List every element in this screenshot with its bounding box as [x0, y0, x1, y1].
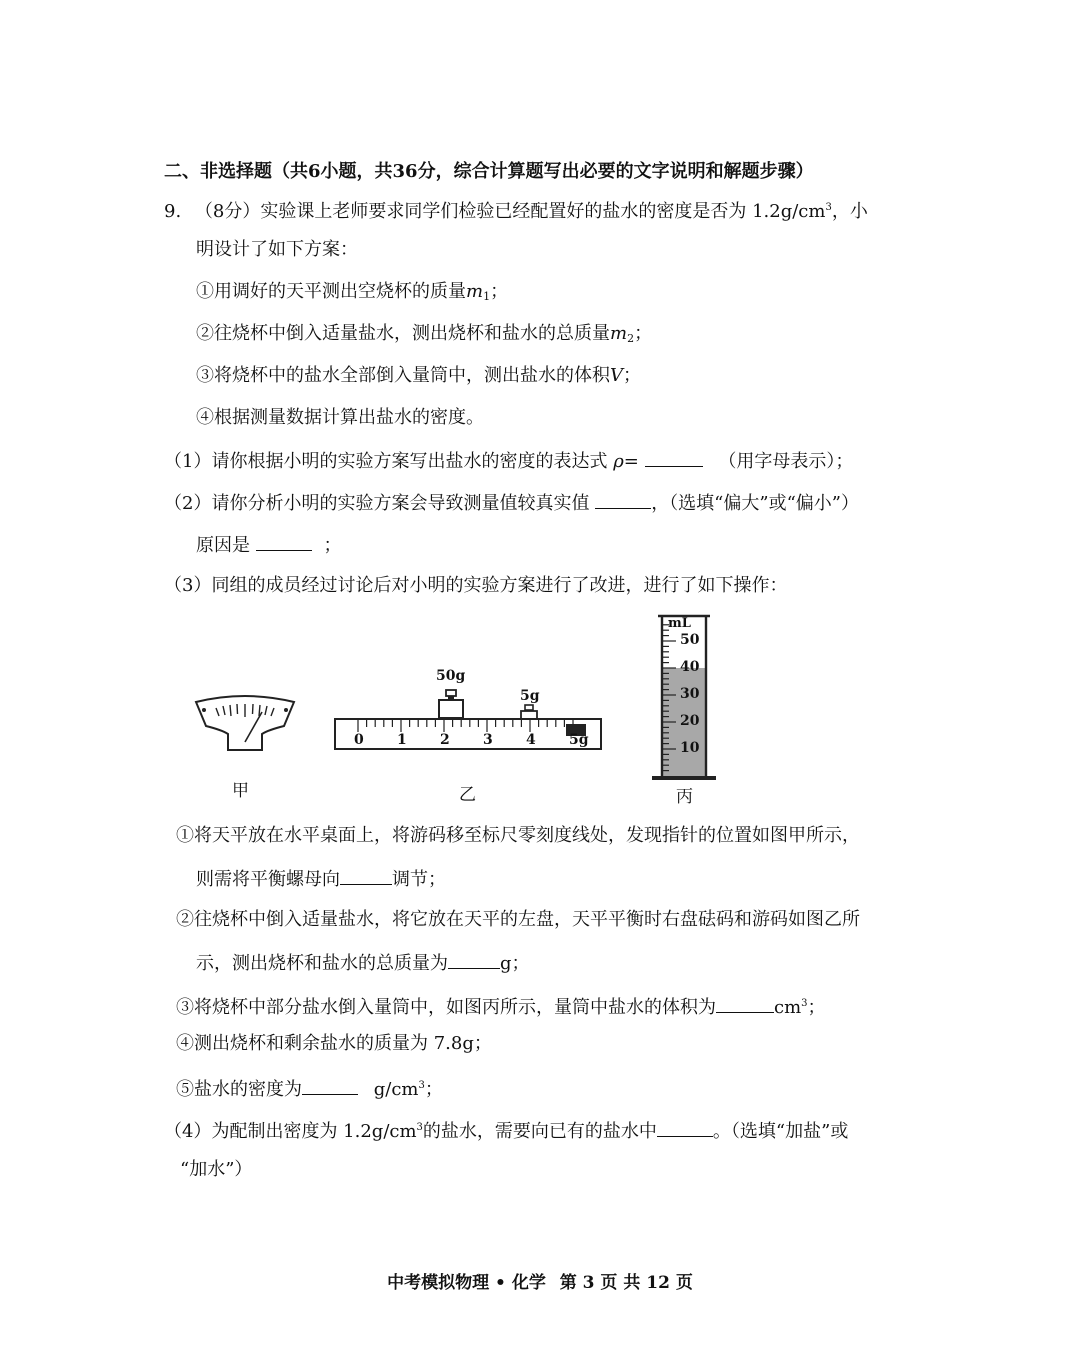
step-s1-text: 则需将平衡螺母向	[196, 869, 340, 890]
cylinder-unit-label: mL	[668, 616, 691, 631]
plan-step-4: ④根据测量数据计算出盐水的密度。	[196, 407, 484, 428]
scale-label: 3	[483, 732, 493, 748]
pointer-needle	[245, 712, 262, 742]
plan-step-3	[196, 364, 641, 388]
var-m2: m	[610, 323, 628, 344]
answer-blank-1[interactable]	[645, 448, 703, 467]
part-2-line2-end: ；	[323, 535, 342, 556]
plan-step-3-end: ；	[623, 365, 641, 386]
cylinder-label: 50	[680, 632, 700, 648]
equals-sign: =	[623, 451, 639, 472]
part-4-sup: 3	[416, 1122, 423, 1133]
answer-blank-7[interactable]	[302, 1076, 358, 1095]
q9-intro	[164, 196, 868, 224]
section-title: 二、非选择题（共6小题，共36分，综合计算题写出必要的文字说明和解题步骤）	[164, 161, 814, 182]
scale-label: 2	[440, 732, 450, 748]
step-s2-end: g；	[500, 953, 530, 974]
weight-5g-label: 5g	[520, 688, 540, 704]
part-3: （3）同组的成员经过讨论后对小明的实验方案进行了改进，进行了如下操作：	[164, 575, 788, 596]
plan-step-2	[196, 322, 652, 351]
var-m1-sub: 1	[483, 290, 491, 303]
step-s2-line2	[196, 950, 530, 976]
plan-step-3-text: ③将烧杯中的盐水全部倒入量筒中，测出盐水的体积	[196, 365, 610, 386]
var-v: V	[610, 365, 623, 386]
part-1-note: （用字母表示）；	[718, 451, 854, 472]
cylinder-label: 30	[680, 686, 700, 702]
answer-blank-6[interactable]	[716, 994, 774, 1013]
plan-step-1-end: ；	[490, 281, 509, 302]
var-m1: m	[466, 281, 484, 302]
step-s2: ②往烧杯中倒入适量盐水，将它放在天平的左盘，天平平衡时右盘砝码和游码如图乙所	[176, 909, 860, 930]
var-m2-sub: 2	[627, 332, 635, 345]
plan-step-1-text: ①用调好的天平测出空烧杯的质量	[196, 281, 466, 302]
q9-number: 9.	[164, 201, 182, 222]
weight-50g-label: 50g	[436, 668, 466, 684]
step-s5-text: ⑤盐水的密度为	[176, 1079, 302, 1100]
step-s3-text: ③将烧杯中部分盐水倒入量筒中，如图丙所示，量筒中盐水的体积为	[176, 997, 716, 1018]
scale-label: 5g	[569, 732, 589, 748]
footer-subject: 中考模拟物理 • 化学	[387, 1273, 546, 1293]
answer-blank-5[interactable]	[448, 950, 500, 969]
cylinder-label: 20	[680, 713, 700, 729]
part-2-text: （2）请你分析小明的实验方案会导致测量值较真实值	[164, 493, 590, 514]
part-2	[164, 490, 859, 516]
figure-jia-balance-dial	[190, 694, 300, 756]
plan-step-1	[196, 280, 508, 309]
part-4-line2: “加水”）	[180, 1159, 253, 1180]
step-s5-end: ；	[424, 1079, 443, 1100]
q9-intro-text: 实验课上老师要求同学们检验已经配置好的盐水的密度是否为 1.2g/cm	[260, 201, 826, 222]
part-1	[164, 448, 853, 474]
answer-blank-2[interactable]	[595, 490, 651, 509]
plan-step-2-end: ；	[634, 323, 653, 344]
scale-label: 0	[354, 732, 364, 748]
caption-jia: 甲	[232, 781, 249, 801]
page-footer	[0, 1268, 1080, 1293]
step-s3-unit: cm	[774, 997, 802, 1018]
part-4-text: （4）为配制出密度为 1.2g/cm	[164, 1121, 417, 1142]
plan-step-2-text: ②往烧杯中倒入适量盐水，测出烧杯和盐水的总质量	[196, 323, 610, 344]
q9-score: （8分）	[194, 201, 261, 222]
step-s3-end: ；	[807, 997, 826, 1018]
step-s4: ④测出烧杯和剩余盐水的质量为 7.8g；	[176, 1033, 492, 1054]
step-s5-unit: g/cm	[373, 1079, 419, 1100]
step-s1-line2	[196, 866, 446, 892]
step-s2-text: 示，测出烧杯和盐水的总质量为	[196, 953, 448, 974]
part-2-note: ，（选填“偏大”或“偏小”）	[651, 493, 859, 514]
var-rho: ρ	[613, 451, 624, 472]
part-2-reason-label: 原因是	[196, 535, 250, 556]
caption-yi: 乙	[459, 785, 476, 805]
answer-blank-4[interactable]	[340, 866, 392, 885]
step-s1-end: 调节；	[392, 869, 446, 890]
part-4-note: 。（选填“加盐”或	[712, 1121, 849, 1142]
answer-blank-8[interactable]	[657, 1118, 713, 1137]
cylinder-label: 40	[680, 659, 700, 675]
step-s5-sup: 3	[418, 1080, 425, 1091]
part-4	[164, 1116, 848, 1144]
q9-intro-sup: 3	[825, 202, 832, 213]
q9-intro-end: ，小	[831, 201, 868, 222]
caption-bing: 丙	[676, 787, 693, 807]
q9-intro-line2: 明设计了如下方案：	[196, 239, 358, 260]
answer-blank-3[interactable]	[256, 532, 312, 551]
weight-50g-icon	[436, 688, 466, 720]
step-s1: ①将天平放在水平桌面上，将游码移至标尺零刻度线处，发现指针的位置如图甲所示，	[176, 825, 860, 846]
step-s3	[176, 992, 826, 1020]
step-s5	[176, 1074, 443, 1102]
scale-label: 4	[526, 732, 536, 748]
scale-label: 1	[397, 732, 407, 748]
part-1-text: （1）请你根据小明的实验方案写出盐水的密度的表达式	[164, 451, 608, 472]
part-4-text-b: 的盐水，需要向已有的盐水中	[422, 1121, 657, 1142]
cylinder-label: 10	[680, 740, 700, 756]
figure-yi-rider-scale	[334, 718, 604, 752]
footer-page-number: 第 3 页 共 12 页	[559, 1273, 693, 1293]
step-s3-sup: 3	[801, 998, 808, 1009]
part-2-line2	[196, 532, 341, 558]
